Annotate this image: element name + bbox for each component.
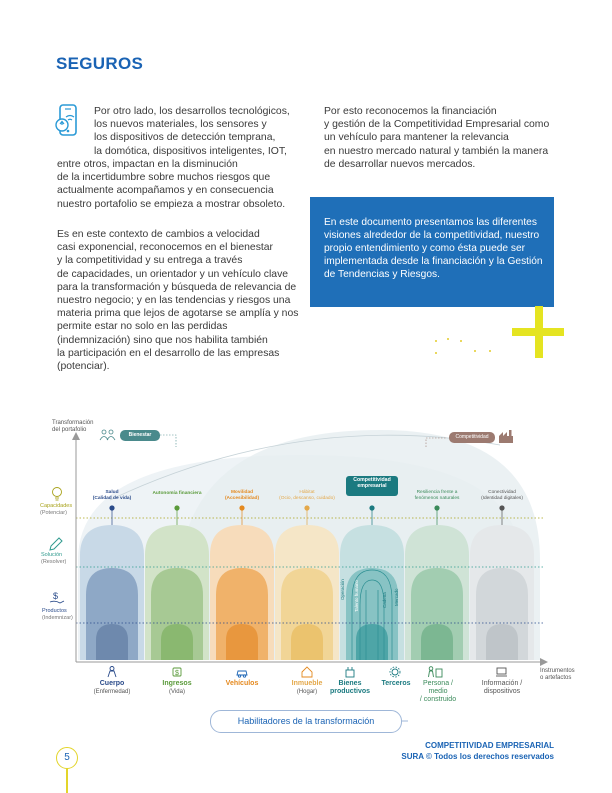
bottom-vehiculos: Vehículos bbox=[225, 680, 259, 687]
decor-dot bbox=[460, 340, 462, 342]
tag-talento: Talento humano bbox=[354, 579, 359, 612]
category-competitividad: Competitividad empresarial bbox=[353, 477, 391, 489]
bottom-cuerpo: Cuerpo (Enfermedad) bbox=[93, 680, 131, 695]
bottom-persona: Persona / medio / construido bbox=[419, 680, 457, 703]
tag-mercado: Mercado bbox=[394, 588, 399, 606]
decor-dot bbox=[435, 352, 437, 354]
devices-icon bbox=[496, 668, 507, 676]
transformation-diagram bbox=[0, 415, 612, 715]
phone-shield-icon bbox=[52, 103, 86, 141]
page-number: 5 bbox=[56, 747, 78, 769]
category-movilidad: Movilidad (Accesibilidad) bbox=[224, 490, 260, 501]
highlight-box bbox=[310, 197, 554, 307]
decor-dot bbox=[435, 340, 437, 342]
person-building-icon bbox=[429, 667, 443, 677]
y-axis-label: Transformación del portafolio bbox=[52, 420, 94, 433]
paragraph-intro: Por otro lado, los desarrollos tecnológicos, los nuevos materiales, los sensores y los dispositivos de detección temprana, la domótica, dispositivos inteligentes, IOT, bbox=[94, 106, 290, 157]
decor-dot bbox=[489, 350, 491, 352]
level-productos: Productos (Indemnizar) bbox=[42, 608, 73, 621]
house-icon bbox=[302, 667, 312, 677]
decor-dot bbox=[447, 338, 449, 340]
page-title: SEGUROS bbox=[56, 54, 144, 73]
enablers-pill: Habilitadores de la transformación bbox=[210, 710, 402, 733]
money-hand-icon bbox=[50, 591, 64, 603]
x-axis-arrow bbox=[540, 658, 548, 666]
gear-icon bbox=[390, 667, 400, 677]
bottom-ingresos: Ingresos (Vida) bbox=[162, 680, 192, 695]
bottom-bienes: Bienes productivos bbox=[329, 680, 371, 695]
svg-text:$: $ bbox=[175, 670, 179, 677]
income-icon bbox=[173, 668, 181, 677]
bottom-terceros: Terceros bbox=[381, 680, 411, 687]
category-conectividad: Conectividad (Identidad digitales) bbox=[481, 490, 523, 501]
footer-copyright: SURA © Todos los derechos reservados bbox=[401, 752, 554, 761]
category-salud: Salud (Calidad de vida) bbox=[92, 490, 132, 501]
paragraph-intro-cont: entre otros, impactan en la disminución de la incertidumbre sobre muchos riesgos que actualmente acompañamos y en consecuencia nuestro portafolio se empieza a mostrar obsoleto. bbox=[57, 159, 286, 210]
competitividad-tag-label: Competitividad bbox=[455, 434, 489, 440]
factory-icon bbox=[499, 430, 513, 443]
car-icon bbox=[237, 671, 247, 677]
bottom-informacion: Información / dispositivos bbox=[481, 680, 523, 695]
paragraph-context: Es en este contexto de cambios a velocidad casi exponencial, reconocemos en el bienestar y la competitividad y su entrega a través de capacidades, un orientador y un vehículo clave para la transformación y búsqueda de relevancia de nuestro negocio; y en las tendencias y riesgos una materia prima que lejos de agotarse se amplía y nos permite estar no solo en las perdidas (indemnización) sino que nos habilita también la participación en el desarrollo de las empresas (potenciar). bbox=[57, 229, 299, 373]
footer-title: COMPETITIVIDAD EMPRESARIAL bbox=[425, 741, 554, 750]
y-axis-arrow bbox=[72, 432, 80, 440]
x-axis-label: Instrumentos o artefactos bbox=[540, 668, 575, 681]
category-resiliencia: Resiliencia frente a fenómenos naturales bbox=[414, 490, 460, 501]
bienestar-label: Bienestar bbox=[128, 432, 152, 438]
paragraph-financing: Por esto reconocemos la financiación y gestión de la Competitividad Empresarial como un vehículo para mantener la relevancia en nuestro mercado natural y también la manera de desarrollar nuevos mercados. bbox=[324, 106, 550, 170]
svg-text:$: $ bbox=[53, 591, 59, 601]
tag-cadena: Cadena bbox=[382, 592, 387, 608]
lightbulb-icon bbox=[53, 488, 62, 501]
decor-plus-horizontal bbox=[512, 328, 564, 336]
decor-dot bbox=[474, 350, 476, 352]
bottom-icons bbox=[108, 667, 507, 678]
category-autonomia: Autonomía financiera bbox=[152, 491, 202, 496]
productive-assets-icon bbox=[346, 667, 354, 677]
pencil-icon bbox=[50, 538, 62, 550]
body-icon bbox=[108, 667, 116, 678]
level-solucion: Solución (Resolver) bbox=[41, 552, 67, 565]
category-habitat: Hábitat (Ocio, descanso, cuidado) bbox=[279, 490, 335, 501]
bottom-inmueble: Inmueble (Hogar) bbox=[291, 680, 323, 695]
highlight-text: En este documento presentamos las diferentes visiones alrededor de la competitividad, nuestro propio entendimiento y como ésta puede ser implementada desde la financiación y la Gestión de Tendencias y Riesgos. bbox=[324, 217, 543, 280]
tag-operacion: Operación bbox=[340, 579, 345, 600]
level-capacidades: Capacidades (Potenciar) bbox=[40, 503, 73, 516]
people-icon bbox=[100, 430, 115, 440]
